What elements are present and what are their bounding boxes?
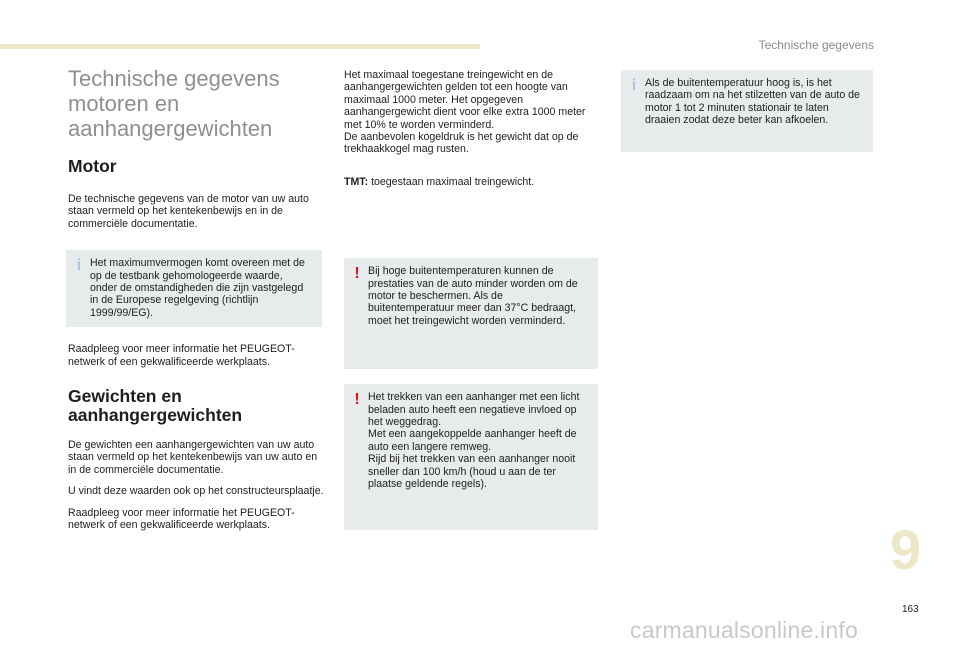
watermark: carmanualsonline.info <box>630 617 858 643</box>
weights-heading-line: aanhangergewichten <box>68 405 243 426</box>
heat-warning-box <box>344 258 598 369</box>
towing-warning-box <box>344 384 598 530</box>
info-icon: i <box>76 257 82 275</box>
column-left <box>68 66 324 532</box>
cooling-info-box <box>621 70 873 152</box>
weights-paragraph: De gewichten een aanhangergewichten van uw auto staan vermeld op het kentekenbewijs van uw auto en in de commerciële documentatie. <box>68 439 318 476</box>
motor-info-text: Het maximumvermogen komt overeen met de op de testbank gehomologeerde waarde, onder de omstandigheden die zijn vastgelegd in de Europese regelgeving (richtlijn 1999/99/EG). <box>90 257 305 319</box>
max-weight-text: Het maximaal toegestane treingewicht en de aanhangergewichten gelden tot een hoogte van maximaal 1000 meter. Het opgegeven aanhangergewicht dient voor elke extra 1000 meter met 10% te worden verminderd. <box>344 69 586 131</box>
header-section-title: Technische gegevens <box>758 38 874 52</box>
tmt-text: toegestaan maximaal treingewicht. <box>368 175 535 188</box>
weights-heading-line: Gewichten en <box>68 386 182 407</box>
page-title-line: Technische gegevens <box>68 66 280 91</box>
weights-consult-text: Raadpleeg voor meer informatie het PEUGEOT-netwerk of een gekwalificeerde werkplaats. <box>68 506 295 532</box>
info-icon: i <box>631 77 637 94</box>
towing-warning-text: Het trekken van een aanhanger met een licht beladen auto heeft een negatieve invloed op het weggedrag. <box>368 391 580 429</box>
column-middle <box>344 69 598 530</box>
cooling-info-text: Als de buitentemperatuur hoog is, is het raadzaam om na het stilzetten van de auto de motor 1 tot 2 minuten stationair te laten draaien zodat deze beter kan afkoelen. <box>645 77 860 127</box>
page-title-line: motoren en <box>68 91 180 116</box>
towing-warning-text: Rijd bij het trekken van een aanhanger nooit sneller dan 100 km/h (houd u aan de ter plaatse geldende regels). <box>368 453 576 491</box>
motor-consult-text: Raadpleeg voor meer informatie het PEUGEOT-netwerk of een gekwalificeerde werkplaats. <box>68 343 295 368</box>
motor-paragraph: De technische gegevens van de motor van uw auto staan vermeld op het kentekenbewijs en in de commerciële documentatie. <box>68 193 309 230</box>
motor-info-box <box>66 250 322 327</box>
header-accent-bar <box>0 44 480 49</box>
warning-icon: ! <box>354 265 360 283</box>
page-number: 163 <box>902 604 919 615</box>
warning-icon: ! <box>354 391 360 409</box>
weights-paragraph: U vindt deze waarden ook op het constructeursplaatje. <box>68 485 324 498</box>
tmt-label: TMT: <box>344 175 369 188</box>
heat-warning-text: Bij hoge buitentemperaturen kunnen de prestaties van de auto minder worden om de motor te beschermen. Als de buitentemperatuur meer dan 37°C bedraagt, moet het treingewicht worden verminderd. <box>368 265 578 327</box>
column-right <box>621 70 873 152</box>
chapter-number: 9 <box>890 518 922 581</box>
weights-heading <box>68 387 324 425</box>
ball-load-text: De aanbevolen kogeldruk is het gewicht dat op de trekhaakkogel mag rusten. <box>344 131 579 156</box>
page-title-line: aanhangergewichten <box>68 116 273 141</box>
page-title <box>68 66 324 141</box>
tmt-definition <box>344 176 598 188</box>
motor-heading: Motor <box>68 156 117 176</box>
towing-warning-text: Met een aangekoppelde aanhanger heeft de auto een langere remweg. <box>368 428 577 453</box>
